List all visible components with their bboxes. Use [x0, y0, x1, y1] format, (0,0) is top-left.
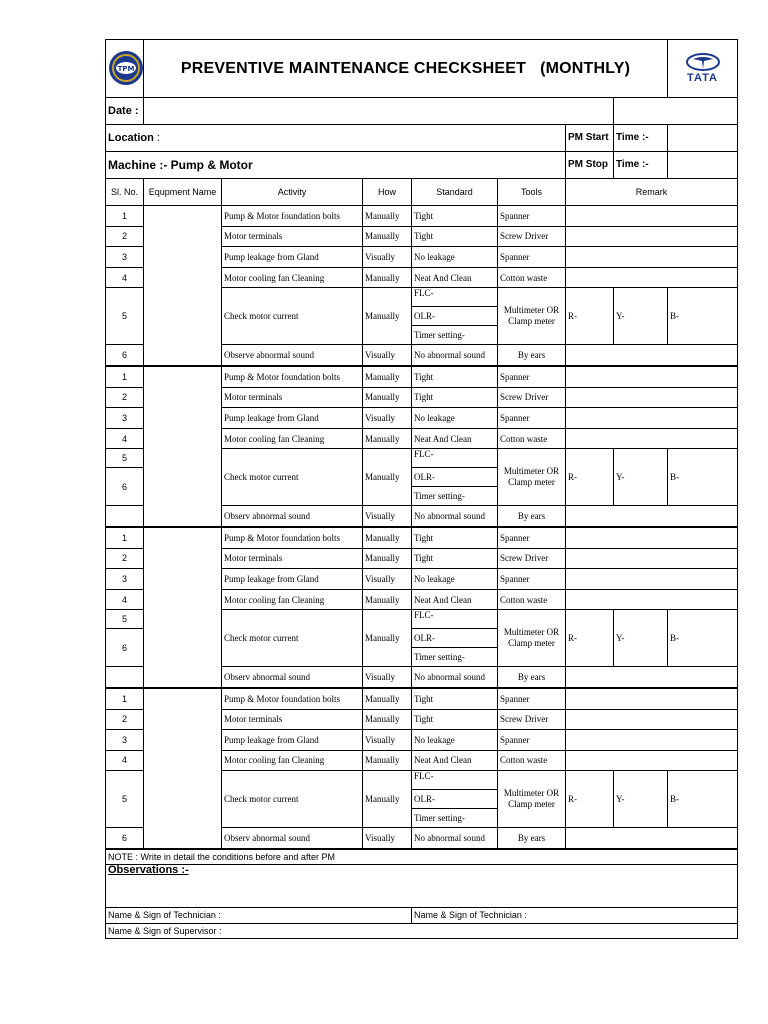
date-row: [106, 98, 738, 125]
table-row: [106, 206, 738, 227]
tools-cell: Spanner: [498, 366, 566, 387]
pm-stop-time-field[interactable]: [668, 152, 738, 179]
remark-cell[interactable]: [566, 366, 738, 387]
how-cell: Manually: [363, 771, 412, 828]
tools-cell: Multimeter OR Clamp meter: [498, 771, 566, 828]
remark-r-cell[interactable]: R-: [566, 449, 614, 506]
tools-cell: Screw Driver: [498, 387, 566, 408]
sl-no-cell: 2: [106, 387, 144, 408]
checksheet: [105, 39, 737, 939]
table-row: [106, 688, 738, 709]
sl-no-cell: 4: [106, 267, 144, 288]
activity-cell: Motor cooling fan Cleaning: [222, 428, 363, 449]
sl-no-cell: 1: [106, 688, 144, 709]
sl-no-cell: 2: [106, 226, 144, 247]
tools-cell: By ears: [498, 667, 566, 688]
machine-row: [106, 152, 738, 179]
activity-cell: Pump & Motor foundation bolts: [222, 688, 363, 709]
tools-cell: Screw Driver: [498, 226, 566, 247]
remark-cell[interactable]: [566, 688, 738, 709]
remark-r-cell[interactable]: R-: [566, 610, 614, 667]
tools-cell: Screw Driver: [498, 709, 566, 730]
sl-no-cell: 3: [106, 569, 144, 590]
standard-cell: Tight: [412, 548, 498, 569]
how-cell: Manually: [363, 387, 412, 408]
activity-cell: Check motor current: [222, 449, 363, 506]
standard-cell: No leakage: [412, 730, 498, 751]
how-cell: Visually: [363, 506, 412, 527]
standard-cell: Neat And Clean: [412, 428, 498, 449]
activity-cell: Pump leakage from Gland: [222, 569, 363, 590]
how-cell: Manually: [363, 288, 412, 345]
standard-flc-cell: FLC-: [412, 771, 498, 790]
date-extra: [614, 98, 738, 125]
sl-no-cell: 5: [106, 610, 144, 629]
standard-cell: No leakage: [412, 408, 498, 429]
activity-cell: Motor cooling fan Cleaning: [222, 267, 363, 288]
sl-no-cell: 4: [106, 750, 144, 771]
sl-no-cell: 2: [106, 709, 144, 730]
date-field[interactable]: [144, 98, 614, 125]
standard-cell: Tight: [412, 527, 498, 548]
standard-olr-cell: OLR-: [412, 468, 498, 487]
remark-y-cell[interactable]: Y-: [614, 288, 668, 345]
title-suffix: (MONTHLY): [540, 59, 631, 77]
standard-timer-cell: Timer setting-: [412, 487, 498, 506]
sl-no-cell: 3: [106, 408, 144, 429]
activity-cell: Pump & Motor foundation bolts: [222, 527, 363, 548]
activity-cell: Check motor current: [222, 771, 363, 828]
tata-emblem-icon: [683, 53, 723, 71]
remark-b-cell[interactable]: B-: [668, 449, 738, 506]
supervisor-row: [106, 923, 738, 938]
activity-cell: Motor cooling fan Cleaning: [222, 589, 363, 610]
how-cell: Visually: [363, 828, 412, 849]
sl-no-cell: 3: [106, 730, 144, 751]
standard-cell: Neat And Clean: [412, 267, 498, 288]
technician-sign-1[interactable]: Name & Sign of Technician :: [106, 907, 412, 923]
tools-cell: Cotton waste: [498, 750, 566, 771]
remark-y-cell[interactable]: Y-: [614, 449, 668, 506]
col-tools: Tools: [498, 179, 566, 206]
technician-row: [106, 907, 738, 923]
sl-no-cell: 1: [106, 366, 144, 387]
tools-cell: By ears: [498, 828, 566, 849]
col-standard: Standard: [412, 179, 498, 206]
sl-no-cell: 2: [106, 548, 144, 569]
standard-cell: No abnormal sound: [412, 667, 498, 688]
column-header-row: [106, 179, 738, 206]
standard-cell: Tight: [412, 206, 498, 227]
tools-cell: Multimeter OR Clamp meter: [498, 610, 566, 667]
title-main: PREVENTIVE MAINTENANCE CHECKSHEET: [180, 59, 527, 77]
sl-no-cell: 1: [106, 206, 144, 227]
activity-cell: Pump & Motor foundation bolts: [222, 206, 363, 227]
activity-cell: Motor terminals: [222, 226, 363, 247]
how-cell: Visually: [363, 345, 412, 366]
remark-y-cell[interactable]: Y-: [614, 771, 668, 828]
activity-cell: Observ abnormal sound: [222, 667, 363, 688]
remark-b-cell[interactable]: B-: [668, 288, 738, 345]
table-row: [106, 366, 738, 387]
page-title: [144, 40, 668, 98]
remark-cell[interactable]: [566, 345, 738, 366]
standard-cell: No abnormal sound: [412, 345, 498, 366]
remark-cell[interactable]: [566, 828, 738, 849]
sl-no-cell: 6: [106, 468, 144, 506]
standard-cell: Tight: [412, 688, 498, 709]
standard-cell: Tight: [412, 366, 498, 387]
activity-cell: Pump leakage from Gland: [222, 730, 363, 751]
col-equipment-name: Equpment Name: [144, 179, 222, 206]
note-row: [106, 849, 738, 865]
note-text: NOTE : Write in detail the conditions before and after PM: [106, 849, 738, 865]
tools-cell: Cotton waste: [498, 267, 566, 288]
sl-no-cell: [106, 667, 144, 688]
activity-cell: Motor cooling fan Cleaning: [222, 750, 363, 771]
tata-logo-cell: [668, 40, 738, 98]
title-row: [106, 40, 738, 98]
remark-b-cell[interactable]: B-: [668, 610, 738, 667]
supervisor-sign[interactable]: Name & Sign of Supervisor :: [106, 923, 738, 938]
checksheet-table: [105, 39, 738, 939]
standard-flc-cell: FLC-: [412, 449, 498, 468]
location-label: Location: [108, 132, 154, 144]
location-row: [106, 125, 738, 152]
remark-cell[interactable]: [566, 247, 738, 268]
standard-cell: Neat And Clean: [412, 589, 498, 610]
remark-cell[interactable]: [566, 387, 738, 408]
how-cell: Manually: [363, 428, 412, 449]
how-cell: Manually: [363, 226, 412, 247]
tools-cell: Multimeter OR Clamp meter: [498, 449, 566, 506]
activity-cell: Pump leakage from Gland: [222, 408, 363, 429]
how-cell: Manually: [363, 366, 412, 387]
tools-cell: Spanner: [498, 688, 566, 709]
tools-cell: By ears: [498, 345, 566, 366]
standard-timer-cell: Timer setting-: [412, 809, 498, 828]
pm-start-label: PM Start: [566, 125, 614, 152]
how-cell: Manually: [363, 267, 412, 288]
col-how: How: [363, 179, 412, 206]
activity-cell: Check motor current: [222, 610, 363, 667]
standard-cell: No leakage: [412, 569, 498, 590]
remark-cell[interactable]: [566, 730, 738, 751]
how-cell: Manually: [363, 709, 412, 730]
remark-cell[interactable]: [566, 667, 738, 688]
location-colon: :: [153, 132, 160, 144]
how-cell: Manually: [363, 548, 412, 569]
activity-cell: Motor terminals: [222, 709, 363, 730]
standard-cell: Tight: [412, 709, 498, 730]
how-cell: Visually: [363, 730, 412, 751]
how-cell: Manually: [363, 688, 412, 709]
sl-no-cell: 1: [106, 527, 144, 548]
activity-cell: Observ abnormal sound: [222, 506, 363, 527]
how-cell: Visually: [363, 408, 412, 429]
sl-no-cell: 6: [106, 629, 144, 667]
standard-cell: No abnormal sound: [412, 506, 498, 527]
standard-cell: Tight: [412, 226, 498, 247]
standard-cell: No abnormal sound: [412, 828, 498, 849]
how-cell: Manually: [363, 206, 412, 227]
activity-cell: Motor terminals: [222, 548, 363, 569]
how-cell: Visually: [363, 667, 412, 688]
sl-no-cell: 6: [106, 828, 144, 849]
how-cell: Visually: [363, 247, 412, 268]
tools-cell: Screw Driver: [498, 548, 566, 569]
remark-cell[interactable]: [566, 506, 738, 527]
activity-cell: Motor terminals: [222, 387, 363, 408]
date-label: Date :: [106, 98, 144, 125]
observations-label: Observations :-: [108, 864, 189, 876]
equipment-name-cell[interactable]: [144, 366, 222, 527]
table-row: [106, 527, 738, 548]
equipment-name-cell[interactable]: [144, 688, 222, 849]
col-activity: Activity: [222, 179, 363, 206]
sl-no-cell: 4: [106, 428, 144, 449]
sl-no-cell: 5: [106, 771, 144, 828]
standard-olr-cell: OLR-: [412, 790, 498, 809]
activity-cell: Pump & Motor foundation bolts: [222, 366, 363, 387]
tpm-logo-cell: [106, 40, 144, 98]
standard-flc-cell: FLC-: [412, 288, 498, 307]
remark-cell[interactable]: [566, 428, 738, 449]
standard-cell: Neat And Clean: [412, 750, 498, 771]
sl-no-cell: 6: [106, 345, 144, 366]
tools-cell: Spanner: [498, 569, 566, 590]
how-cell: Manually: [363, 750, 412, 771]
pm-stop-time-label: Time :-: [614, 152, 668, 179]
remark-cell[interactable]: [566, 527, 738, 548]
tools-cell: Spanner: [498, 206, 566, 227]
activity-cell: Check motor current: [222, 288, 363, 345]
equipment-name-cell[interactable]: [144, 206, 222, 366]
tata-logo: [683, 53, 723, 84]
standard-flc-cell: FLC-: [412, 610, 498, 629]
location-cell[interactable]: [106, 125, 566, 152]
remark-r-cell[interactable]: R-: [566, 288, 614, 345]
tata-wordmark: TATA: [687, 72, 718, 84]
sl-no-cell: 5: [106, 288, 144, 345]
activity-cell: Pump leakage from Gland: [222, 247, 363, 268]
tools-cell: Spanner: [498, 247, 566, 268]
tools-cell: By ears: [498, 506, 566, 527]
pm-start-time-label: Time :-: [614, 125, 668, 152]
observations-row: [106, 864, 738, 907]
activity-cell: Observe abnormal sound: [222, 345, 363, 366]
remark-cell[interactable]: [566, 589, 738, 610]
standard-timer-cell: Timer setting-: [412, 326, 498, 345]
remark-cell[interactable]: [566, 569, 738, 590]
standard-olr-cell: OLR-: [412, 629, 498, 648]
remark-y-cell[interactable]: Y-: [614, 610, 668, 667]
sl-no-cell: 3: [106, 247, 144, 268]
remark-r-cell[interactable]: R-: [566, 771, 614, 828]
equipment-name-cell[interactable]: [144, 527, 222, 688]
tools-cell: Spanner: [498, 730, 566, 751]
how-cell: Manually: [363, 449, 412, 506]
standard-olr-cell: OLR-: [412, 307, 498, 326]
tpm-logo-text: TPM: [117, 64, 135, 73]
remark-cell[interactable]: [566, 226, 738, 247]
tools-cell: Cotton waste: [498, 428, 566, 449]
tools-cell: Spanner: [498, 408, 566, 429]
remark-cell[interactable]: [566, 548, 738, 569]
tools-cell: Cotton waste: [498, 589, 566, 610]
sl-no-cell: [106, 506, 144, 527]
standard-cell: Tight: [412, 387, 498, 408]
tools-cell: Multimeter OR Clamp meter: [498, 288, 566, 345]
remark-cell[interactable]: [566, 206, 738, 227]
how-cell: Manually: [363, 610, 412, 667]
remark-b-cell[interactable]: B-: [668, 771, 738, 828]
tools-cell: Spanner: [498, 527, 566, 548]
remark-cell[interactable]: [566, 267, 738, 288]
remark-cell[interactable]: [566, 709, 738, 730]
pm-stop-label: PM Stop: [566, 152, 614, 179]
how-cell: Manually: [363, 527, 412, 548]
sl-no-cell: 5: [106, 449, 144, 468]
tpm-logo-icon: [108, 50, 144, 86]
sl-no-cell: 4: [106, 589, 144, 610]
remark-cell[interactable]: [566, 750, 738, 771]
col-sl-no: Sl. No.: [106, 179, 144, 206]
how-cell: Visually: [363, 569, 412, 590]
how-cell: Manually: [363, 589, 412, 610]
technician-sign-2[interactable]: Name & Sign of Technician :: [412, 907, 738, 923]
machine-label: Machine :- Pump & Motor: [106, 152, 566, 179]
pm-start-time-field[interactable]: [668, 125, 738, 152]
activity-cell: Observ abnormal sound: [222, 828, 363, 849]
standard-timer-cell: Timer setting-: [412, 648, 498, 667]
remark-cell[interactable]: [566, 408, 738, 429]
col-remark: Remark: [566, 179, 738, 206]
standard-cell: No leakage: [412, 247, 498, 268]
observations-field[interactable]: [106, 864, 738, 907]
